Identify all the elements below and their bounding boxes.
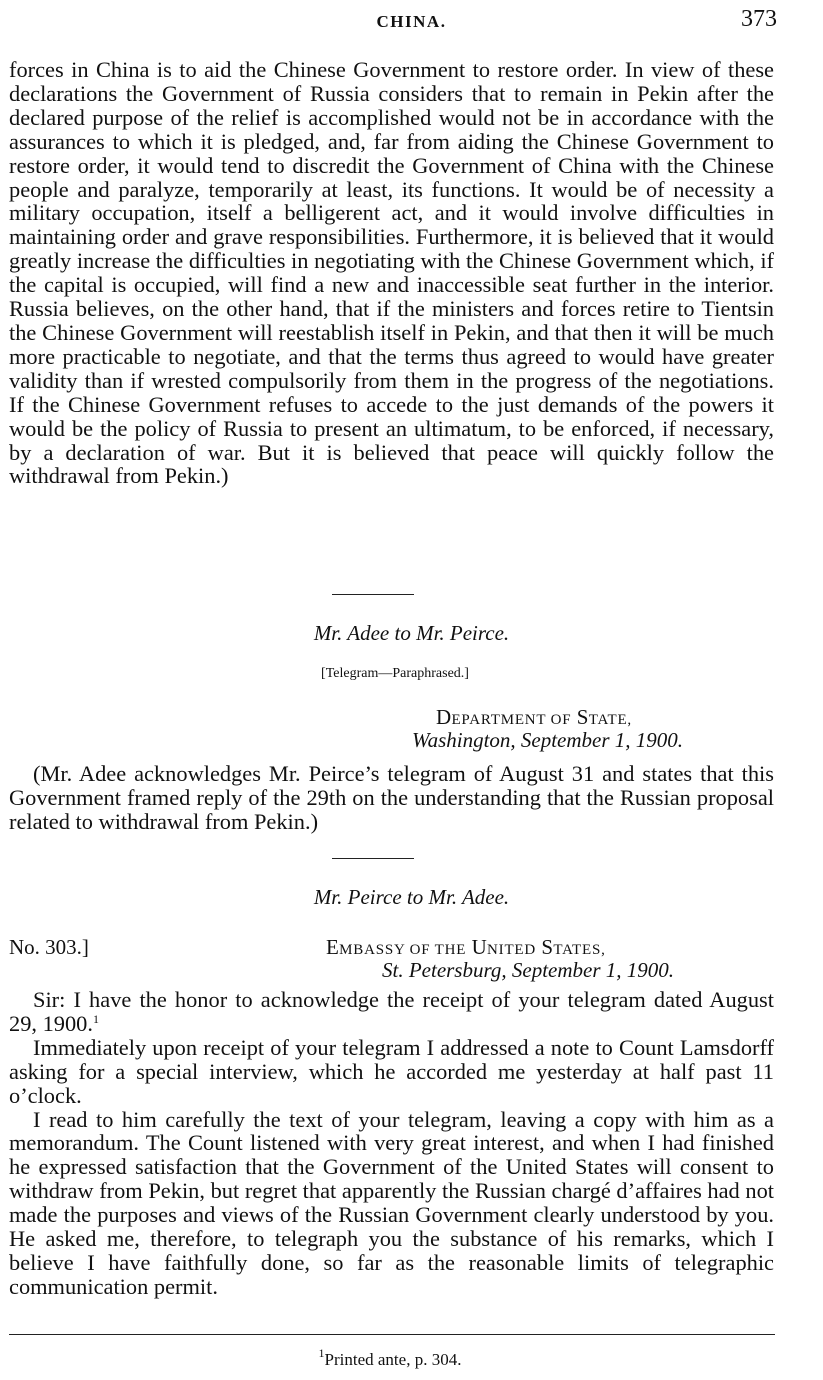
letter-paragraph: Sir: I have the honor to acknowledge the receipt of your telegram dated August 29, 1900.$^1$ — [9, 987, 774, 1036]
page-number: 373 — [741, 6, 777, 32]
continuation-paragraph: forces in China is to aid the Chinese Government to restore order. In view of these declarations the Government of Russia considers that to remain in Pekin after the declared purpose of the relief is accomplished would not be in accordance with the assurances to which it is pledged, and, far from aiding the Chinese Government to restore order, it would tend to discredit the Government of China with the Chinese people and paralyze, temporarily at least, its functions. It would be of necessity a military occupation, itself a belligerent act, and it would involve difficulties in maintaining order and grave responsibilities. Furthermore, it is believed that it would greatly increase the difficulties in negotiating with the Chinese Government which, if the capital is occupied, will find a new and inaccessible seat further in the interior. Russia believes, on the other hand, that if the ministers and forces retire to Tientsin the Chinese Government will reestablish itself in Pekin, and that then it will be much more practicable to negotiate, and that the terms thus agreed to would have greater validity than if wrested compulsorily from them in the progress of the negotiations. If the Chinese Government refuses to accede to the just demands of the powers it would be the policy of Russia to present an ultimatum, to be enforced, if necessary, by a declaration of war. But it is believed that peace will quickly follow the withdrawal from Pekin.) — [9, 57, 774, 489]
telegram-summary — [9, 762, 774, 834]
telegram-note: [Telegram—Paraphrased.] — [321, 666, 469, 681]
section-divider — [332, 594, 414, 595]
sender-line: EMBASSY OF THE UNITED STATES, — [326, 935, 606, 959]
running-head: CHINA. — [376, 12, 447, 31]
section-divider — [332, 858, 414, 859]
letter-continuation — [9, 58, 774, 488]
summary-paragraph: (Mr. Adee acknowledges Mr. Peirce’s telegram of August 31 and states that this Government framed reply of the 29th on the understanding that the Russian proposal related to withdrawal from Pekin.) — [9, 761, 774, 834]
page-header — [0, 6, 823, 36]
footnote-reference: 1 — [92, 1011, 99, 1026]
dateline: Washington, September 1, 1900. — [412, 728, 684, 752]
sender-line: DEPARTMENT OF STATE, — [436, 705, 632, 729]
dateline: St. Petersburg, September 1, 1900. — [382, 958, 675, 982]
letter-body — [9, 988, 774, 1299]
footnote: $^1$Printed ante, p. 304. — [318, 1346, 462, 1369]
letter-paragraph: Immediately upon receipt of your telegram I addressed a note to Count Lamsdorff asking for a special interview, which he accorded me yesterday at half past 11 o’clock. — [9, 1034, 774, 1108]
letter-paragraph: I read to him carefully the text of your telegram, leaving a copy with him as a memorandum. The Count listened with very great interest, and when I had finished he expressed satisfaction that the Government of the United States will consent to withdraw from Pekin, but regret that apparently the Russian chargé d’affaires had not made the purposes and views of the Russian Government clearly understood by you. He asked me, therefore, to telegraph you the substance of his remarks, which I believe I have faithfully done, so far as the reasonable limits of telegraphic communication permit. — [9, 1106, 774, 1299]
footnote-rule — [9, 1334, 775, 1335]
letter-heading: Mr. Peirce to Mr. Adee. — [313, 885, 510, 909]
letter-heading: Mr. Adee to Mr. Peirce. — [313, 621, 510, 645]
footnote-mark: 1 — [318, 1346, 325, 1360]
despatch-number: No. 303.] — [9, 935, 89, 959]
salutation: Sir: — [33, 987, 66, 1012]
